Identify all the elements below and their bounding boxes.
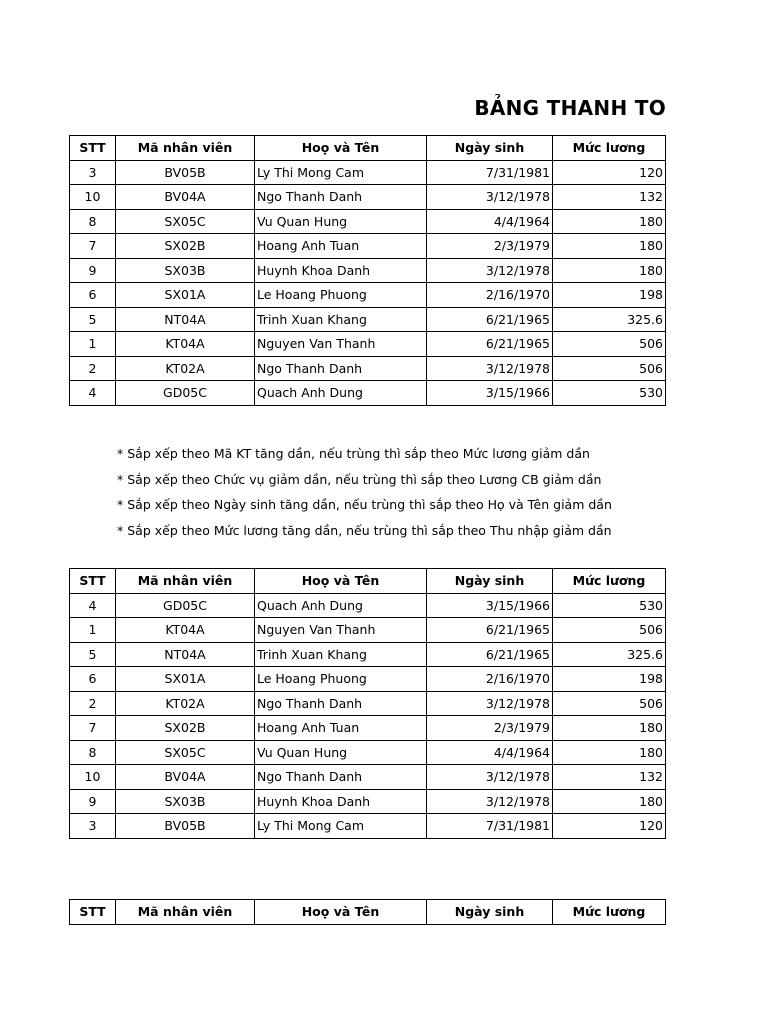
header-salary: Mức lương (553, 900, 666, 925)
cell-employee-id: SX02B (116, 234, 255, 259)
cell-stt: 3 (70, 160, 116, 185)
cell-salary: 120 (553, 814, 666, 839)
table-row (70, 258, 666, 283)
table-row (70, 332, 666, 357)
cell-birth-date: 3/12/1978 (427, 691, 553, 716)
cell-stt: 1 (70, 618, 116, 643)
cell-salary: 506 (553, 332, 666, 357)
cell-stt: 4 (70, 593, 116, 618)
cell-employee-id: SX05C (116, 209, 255, 234)
cell-birth-date: 3/15/1966 (427, 381, 553, 406)
header-birth-date: Ngày sinh (427, 136, 553, 161)
cell-stt: 1 (70, 332, 116, 357)
table-row (70, 642, 666, 667)
cell-salary: 325.6 (553, 307, 666, 332)
header-stt: STT (70, 569, 116, 594)
table-row (70, 765, 666, 790)
note-line: * Sắp xếp theo Chức vụ giảm dần, nếu trùng thì sắp theo Lương CB giảm dần (117, 471, 602, 487)
cell-birth-date: 4/4/1964 (427, 209, 553, 234)
cell-employee-id: NT04A (116, 307, 255, 332)
header-birth-date: Ngày sinh (427, 569, 553, 594)
header-full-name: Hoọ và Tên (255, 900, 427, 925)
cell-stt: 3 (70, 814, 116, 839)
cell-salary: 132 (553, 765, 666, 790)
cell-employee-id: SX01A (116, 667, 255, 692)
page-title: BẢNG THANH TO (474, 96, 666, 120)
cell-salary: 198 (553, 667, 666, 692)
cell-birth-date: 6/21/1965 (427, 642, 553, 667)
cell-full-name: Le Hoang Phuong (255, 283, 427, 308)
cell-employee-id: SX02B (116, 716, 255, 741)
cell-full-name: Quach Anh Dung (255, 593, 427, 618)
table-row (70, 593, 666, 618)
table-row (70, 160, 666, 185)
header-salary: Mức lương (553, 569, 666, 594)
table-row (70, 356, 666, 381)
table-row (70, 307, 666, 332)
cell-salary: 530 (553, 381, 666, 406)
cell-full-name: Ngo Thanh Danh (255, 185, 427, 210)
cell-salary: 180 (553, 234, 666, 259)
cell-full-name: Huynh Khoa Danh (255, 789, 427, 814)
table-row (70, 716, 666, 741)
cell-birth-date: 2/16/1970 (427, 283, 553, 308)
cell-full-name: Vu Quan Hung (255, 740, 427, 765)
cell-birth-date: 3/12/1978 (427, 185, 553, 210)
cell-birth-date: 3/12/1978 (427, 765, 553, 790)
header-full-name: Hoọ và Tên (255, 569, 427, 594)
cell-employee-id: GD05C (116, 593, 255, 618)
header-stt: STT (70, 900, 116, 925)
cell-stt: 2 (70, 356, 116, 381)
cell-employee-id: SX05C (116, 740, 255, 765)
cell-birth-date: 3/12/1978 (427, 258, 553, 283)
cell-stt: 10 (70, 185, 116, 210)
cell-stt: 10 (70, 765, 116, 790)
cell-birth-date: 4/4/1964 (427, 740, 553, 765)
cell-employee-id: BV04A (116, 765, 255, 790)
cell-full-name: Hoang Anh Tuan (255, 234, 427, 259)
cell-stt: 6 (70, 283, 116, 308)
cell-employee-id: SX03B (116, 258, 255, 283)
table-row (70, 740, 666, 765)
cell-stt: 7 (70, 716, 116, 741)
cell-salary: 180 (553, 789, 666, 814)
cell-birth-date: 3/12/1978 (427, 789, 553, 814)
header-salary: Mức lương (553, 136, 666, 161)
cell-birth-date: 3/15/1966 (427, 593, 553, 618)
table-row (70, 209, 666, 234)
cell-full-name: Trinh Xuan Khang (255, 307, 427, 332)
cell-employee-id: BV05B (116, 160, 255, 185)
cell-stt: 7 (70, 234, 116, 259)
cell-birth-date: 7/31/1981 (427, 814, 553, 839)
table-row (70, 789, 666, 814)
cell-birth-date: 2/3/1979 (427, 234, 553, 259)
table-row (70, 691, 666, 716)
cell-salary: 506 (553, 356, 666, 381)
cell-full-name: Nguyen Van Thanh (255, 332, 427, 357)
cell-salary: 180 (553, 258, 666, 283)
header-employee-id: Mã nhân viên (116, 900, 255, 925)
cell-employee-id: SX03B (116, 789, 255, 814)
cell-salary: 120 (553, 160, 666, 185)
cell-full-name: Vu Quan Hung (255, 209, 427, 234)
cell-salary: 506 (553, 691, 666, 716)
cell-birth-date: 6/21/1965 (427, 307, 553, 332)
header-employee-id: Mã nhân viên (116, 569, 255, 594)
cell-birth-date: 2/3/1979 (427, 716, 553, 741)
cell-employee-id: NT04A (116, 642, 255, 667)
cell-salary: 132 (553, 185, 666, 210)
cell-employee-id: BV05B (116, 814, 255, 839)
cell-salary: 506 (553, 618, 666, 643)
sort-instructions (117, 441, 612, 543)
table-row (70, 618, 666, 643)
table-header-row (70, 136, 666, 161)
note-line: * Sắp xếp theo Ngày sinh tăng dần, nếu trùng thì sắp theo Họ và Tên giảm dần (117, 497, 612, 512)
cell-birth-date: 3/12/1978 (427, 356, 553, 381)
cell-stt: 5 (70, 307, 116, 332)
cell-full-name: Quach Anh Dung (255, 381, 427, 406)
table-row (70, 185, 666, 210)
cell-salary: 198 (553, 283, 666, 308)
header-employee-id: Mã nhân viên (116, 136, 255, 161)
cell-stt: 4 (70, 381, 116, 406)
cell-full-name: Nguyen Van Thanh (255, 618, 427, 643)
table-row (70, 667, 666, 692)
cell-salary: 180 (553, 716, 666, 741)
cell-full-name: Ngo Thanh Danh (255, 691, 427, 716)
cell-full-name: Le Hoang Phuong (255, 667, 427, 692)
note-line: * Sắp xếp theo Mức lương tăng dần, nếu trùng thì sắp theo Thu nhập giảm dần (117, 522, 612, 538)
header-birth-date: Ngày sinh (427, 900, 553, 925)
cell-birth-date: 6/21/1965 (427, 618, 553, 643)
header-full-name: Hoọ và Tên (255, 136, 427, 161)
cell-stt: 9 (70, 258, 116, 283)
table-row (70, 814, 666, 839)
cell-salary: 325.6 (553, 642, 666, 667)
cell-stt: 2 (70, 691, 116, 716)
cell-birth-date: 2/16/1970 (427, 667, 553, 692)
cell-stt: 5 (70, 642, 116, 667)
cell-full-name: Ly Thi Mong Cam (255, 814, 427, 839)
cell-employee-id: KT04A (116, 332, 255, 357)
cell-full-name: Ngo Thanh Danh (255, 356, 427, 381)
cell-full-name: Huynh Khoa Danh (255, 258, 427, 283)
cell-employee-id: GD05C (116, 381, 255, 406)
cell-stt: 8 (70, 740, 116, 765)
cell-stt: 9 (70, 789, 116, 814)
cell-full-name: Ngo Thanh Danh (255, 765, 427, 790)
cell-employee-id: BV04A (116, 185, 255, 210)
cell-full-name: Trinh Xuan Khang (255, 642, 427, 667)
cell-stt: 8 (70, 209, 116, 234)
salary-table-3 (69, 899, 666, 925)
cell-employee-id: KT02A (116, 356, 255, 381)
table-header-row (70, 900, 666, 925)
note-line: * Sắp xếp theo Mã KT tăng dần, nếu trùng thì sắp theo Mức lương giảm dần (117, 446, 590, 461)
cell-birth-date: 6/21/1965 (427, 332, 553, 357)
cell-employee-id: SX01A (116, 283, 255, 308)
cell-salary: 180 (553, 209, 666, 234)
cell-salary: 180 (553, 740, 666, 765)
table-row (70, 283, 666, 308)
table-row (70, 234, 666, 259)
table-row (70, 381, 666, 406)
salary-table-1 (69, 135, 666, 406)
cell-full-name: Hoang Anh Tuan (255, 716, 427, 741)
header-stt: STT (70, 136, 116, 161)
cell-birth-date: 7/31/1981 (427, 160, 553, 185)
cell-full-name: Ly Thi Mong Cam (255, 160, 427, 185)
salary-table-2 (69, 568, 666, 839)
table-header-row (70, 569, 666, 594)
cell-employee-id: KT02A (116, 691, 255, 716)
cell-employee-id: KT04A (116, 618, 255, 643)
cell-salary: 530 (553, 593, 666, 618)
cell-stt: 6 (70, 667, 116, 692)
